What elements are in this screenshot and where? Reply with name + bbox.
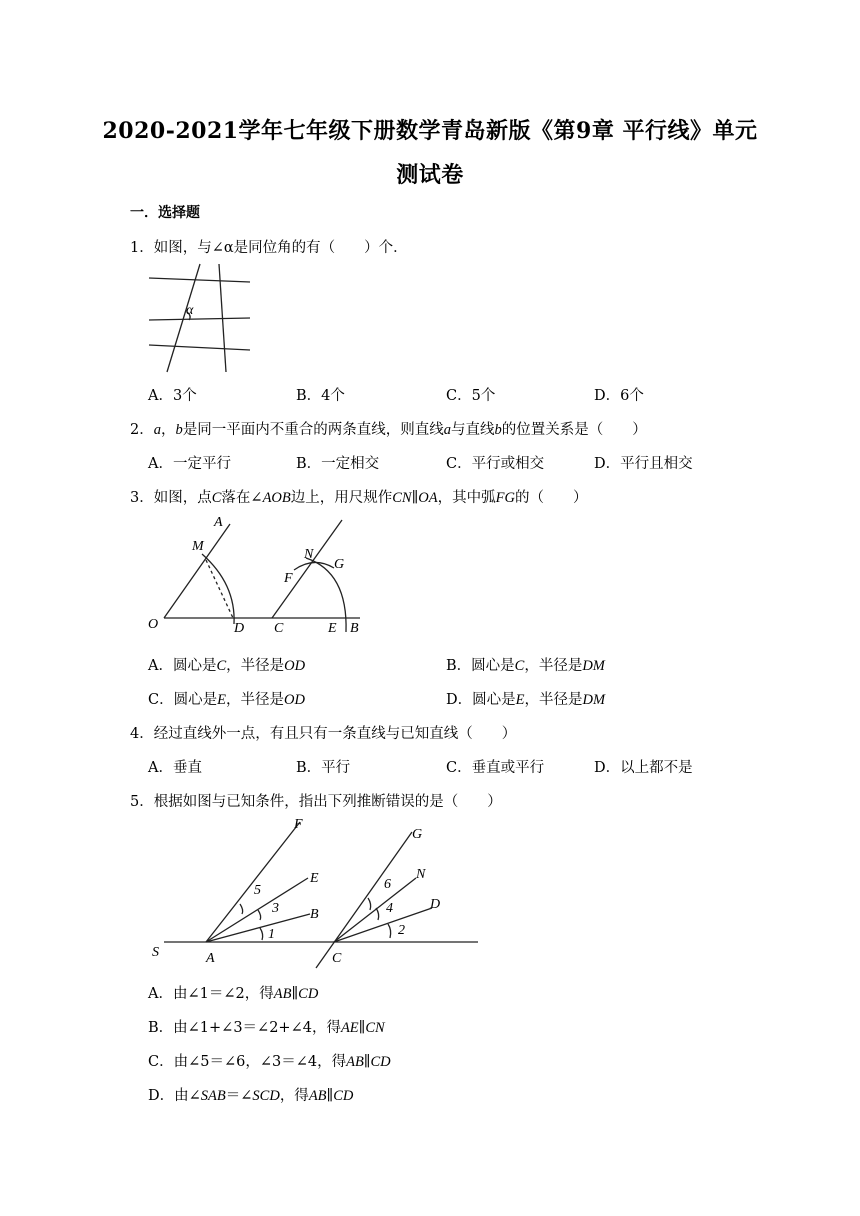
q5-num-5: 5 xyxy=(254,883,261,898)
q3-figure xyxy=(144,514,370,638)
q5-label-b: B xyxy=(310,907,319,922)
q1-option-a[interactable]: A．3个 xyxy=(148,388,197,404)
q5-label-f: F xyxy=(294,817,303,832)
q5-ray-ab xyxy=(206,914,310,942)
q3-label-d: D xyxy=(234,621,245,636)
q1-option-c[interactable]: C．5个 xyxy=(446,388,496,404)
q4-option-d[interactable]: D．以上都不是 xyxy=(594,760,693,776)
q5-option-c[interactable]: C．由∠5＝∠6，∠3＝∠4，得AB∥CD xyxy=(148,1054,391,1070)
q4-option-c[interactable]: C．垂直或平行 xyxy=(446,760,545,776)
section-heading: 一．选择题 xyxy=(130,205,200,221)
q3-label-n: N xyxy=(304,547,314,562)
q3-option-b[interactable]: B．圆心是C，半径是DM xyxy=(446,658,605,674)
q5-arc-5 xyxy=(240,904,243,914)
q1-line-transversal-left xyxy=(167,264,200,372)
q1-line-h3 xyxy=(149,345,250,350)
q3-label-f: F xyxy=(284,571,293,586)
q5-label-a: A xyxy=(206,951,215,966)
q3-option-a[interactable]: A．圆心是C，半径是OD xyxy=(148,658,306,674)
q5-ray-cd xyxy=(334,908,432,942)
q4-option-b[interactable]: B．平行 xyxy=(296,760,351,776)
q1-line-h1 xyxy=(149,278,250,282)
q5-ray-af xyxy=(206,822,300,942)
q1-figure xyxy=(146,262,256,374)
q1-stem: 1．如图，与∠α是同位角的有（ ）个． xyxy=(130,240,408,256)
q3-option-d[interactable]: D．圆心是E，半径是DM xyxy=(446,692,606,708)
q3-line-cn xyxy=(272,520,345,618)
q5-label-s: S xyxy=(152,945,159,960)
q1-option-d[interactable]: D．6个 xyxy=(594,388,644,404)
q5-label-d: D xyxy=(430,897,441,912)
q3-label-b: B xyxy=(350,621,359,636)
q5-option-d[interactable]: D．由∠SAB＝∠SCD，得AB∥CD xyxy=(148,1088,354,1104)
q5-line-cg xyxy=(316,832,412,968)
q3-label-a: A xyxy=(214,515,223,530)
q5-num-2: 2 xyxy=(398,923,405,938)
q5-num-3: 3 xyxy=(272,901,279,916)
q2-stem: 2．a，b是同一平面内不重合的两条直线，则直线a与直线b的位置关系是（ ） xyxy=(130,422,647,438)
q5-stem: 5．根据如图与已知条件，指出下列推断错误的是（ ） xyxy=(130,794,502,810)
q5-option-a[interactable]: A．由∠1＝∠2，得AB∥CD xyxy=(148,986,319,1002)
q3-dashed-md xyxy=(206,560,233,618)
q5-arc-1 xyxy=(260,928,263,940)
q5-label-e: E xyxy=(310,871,319,886)
q4-option-a[interactable]: A．垂直 xyxy=(148,760,202,776)
q3-label-o: O xyxy=(148,617,159,632)
q5-arc-6 xyxy=(368,898,371,910)
q5-num-4: 4 xyxy=(386,901,393,916)
q2-option-a[interactable]: A．一定平行 xyxy=(148,456,231,472)
q1-line-h2 xyxy=(149,318,250,320)
q3-option-c[interactable]: C．圆心是E，半径是OD xyxy=(148,692,305,708)
q5-option-b[interactable]: B．由∠1+∠3＝∠2+∠4，得AE∥CN xyxy=(148,1020,385,1036)
q2-option-c[interactable]: C．平行或相交 xyxy=(446,456,545,472)
q3-arc-fg xyxy=(294,562,334,570)
q2-option-b[interactable]: B．一定相交 xyxy=(296,456,380,472)
q5-label-g: G xyxy=(412,827,423,842)
q1-alpha-label: α xyxy=(186,303,194,318)
q3-stem: 3．如图，点C落在∠AOB边上，用尺规作CN∥OA，其中弧FG的（ ） xyxy=(130,490,588,506)
q5-label-n: N xyxy=(416,867,426,882)
q1-option-b[interactable]: B．4个 xyxy=(296,388,345,404)
q3-label-m: M xyxy=(192,539,204,554)
q3-label-g: G xyxy=(334,557,345,572)
q5-arc-2 xyxy=(388,924,391,938)
doc-title-line2: 测试卷 xyxy=(396,162,464,188)
doc-title-line1: 2020-2021学年七年级下册数学青岛新版《第9章 平行线》单元 xyxy=(102,118,758,144)
q5-arc-3 xyxy=(258,910,261,920)
q5-arc-4 xyxy=(376,908,379,920)
q3-label-c: C xyxy=(274,621,284,636)
q4-stem: 4．经过直线外一点，有且只有一条直线与已知直线（ ） xyxy=(130,726,517,742)
q5-figure xyxy=(148,816,480,972)
q3-label-e: E xyxy=(328,621,337,636)
q5-num-1: 1 xyxy=(268,927,275,942)
q5-label-c: C xyxy=(332,951,342,966)
q2-option-d[interactable]: D．平行且相交 xyxy=(594,456,693,472)
q5-num-6: 6 xyxy=(384,877,391,892)
q3-arc-md xyxy=(202,554,234,624)
